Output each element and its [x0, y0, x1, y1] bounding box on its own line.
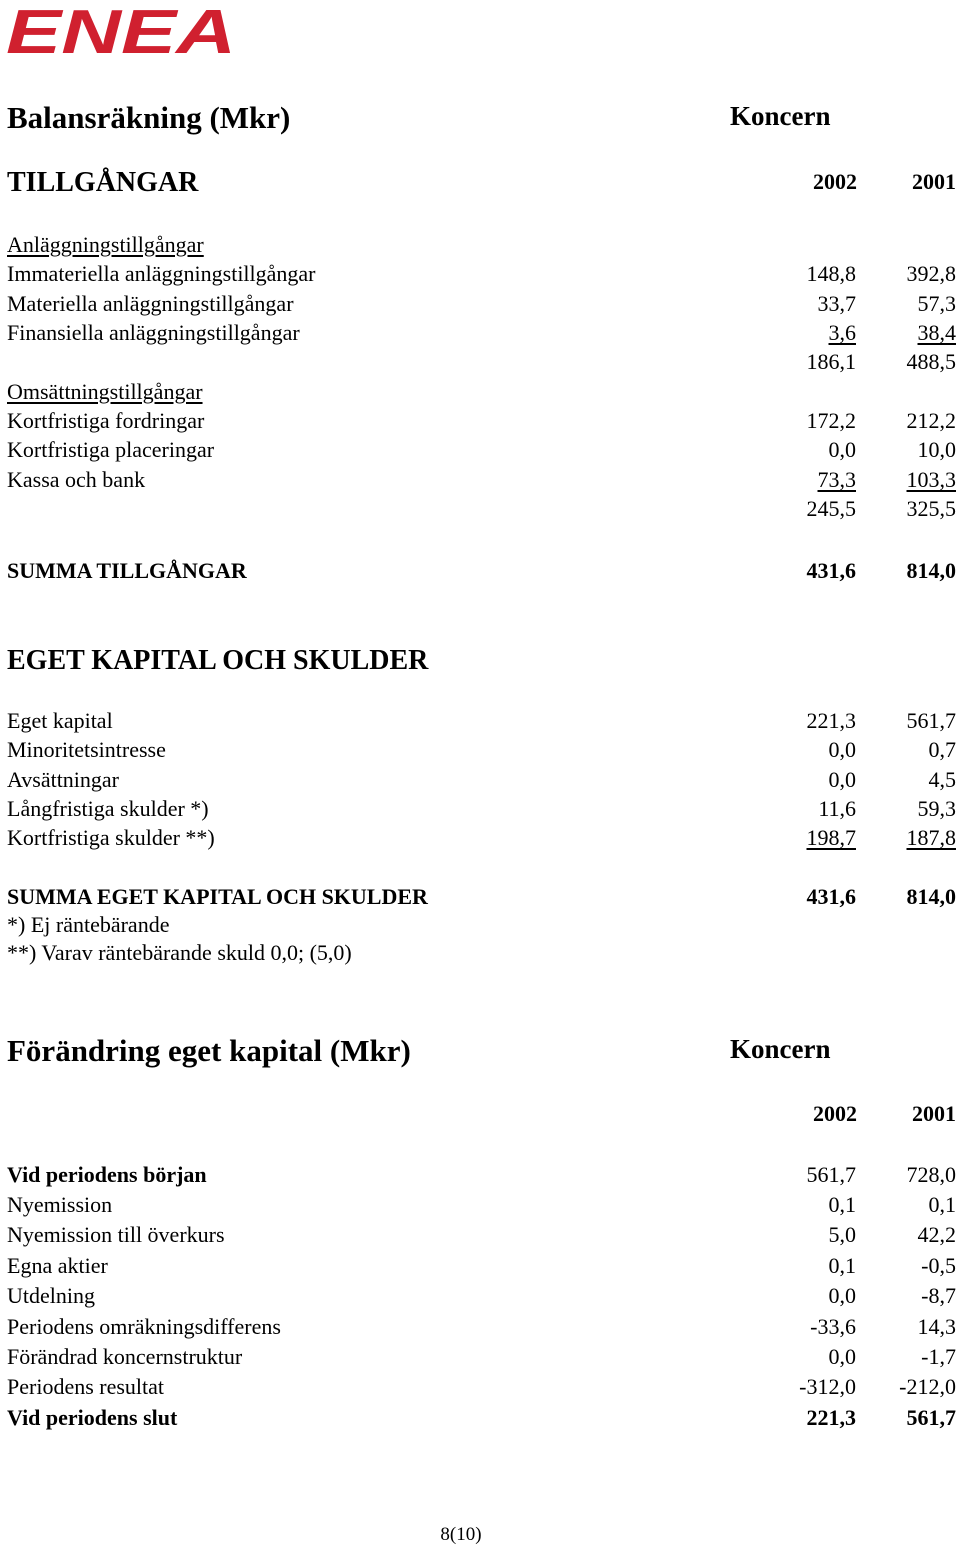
table-row: [0, 435, 960, 464]
value-2001: 14,3: [917, 1314, 956, 1339]
row-label: Minoritetsintresse: [7, 737, 166, 762]
value-2001: 57,3: [917, 291, 956, 316]
page-number: 8(10): [440, 1524, 482, 1545]
row-label: Immateriella anläggningstillgångar: [7, 261, 316, 286]
subtotal-row: [0, 347, 960, 376]
balance-year-2001: 2001: [912, 169, 956, 194]
table-row: [0, 1190, 960, 1219]
row-label: Kassa och bank: [7, 467, 146, 492]
table-row: [0, 406, 960, 435]
value-2002: 0,1: [828, 1192, 856, 1217]
value-2002: 245,5: [806, 496, 856, 521]
value-2002: 0,1: [828, 1253, 856, 1278]
value-2001: -212,0: [899, 1374, 956, 1399]
value-2001: 561,7: [906, 1405, 956, 1430]
balance-title: Balansräkning (Mkr): [7, 100, 291, 135]
table-row: [0, 465, 960, 494]
row-label: Utdelning: [7, 1283, 95, 1308]
value-2002: -312,0: [799, 1374, 856, 1399]
table-row: [0, 259, 960, 288]
row-label: Vid periodens början: [7, 1162, 207, 1187]
value-2002: 431,6: [806, 558, 856, 583]
balance-year-2002: 2002: [813, 169, 857, 194]
equity-year-2001: 2001: [912, 1101, 956, 1126]
footnote-1: *) Ej räntebärande: [7, 912, 170, 937]
value-2002: 33,7: [817, 291, 856, 316]
row-label: Nyemission till överkurs: [7, 1222, 225, 1247]
row-label: Omsättningstillgångar: [7, 379, 203, 404]
value-2001: 728,0: [906, 1162, 956, 1187]
value-2001: 561,7: [906, 708, 956, 733]
table-row: [0, 1342, 960, 1371]
row-label: Kortfristiga skulder **): [7, 825, 215, 850]
row-label: Vid periodens slut: [7, 1405, 178, 1430]
value-2001: 103,3: [906, 467, 956, 492]
value-2002: 0,0: [828, 1283, 856, 1308]
value-2001: -1,7: [921, 1344, 956, 1369]
value-2001: 4,5: [928, 767, 956, 792]
row-label: Periodens omräkningsdifferens: [7, 1314, 281, 1339]
table-row: [0, 1403, 960, 1432]
value-2002: 221,3: [806, 708, 856, 733]
value-2002: 73,3: [817, 467, 856, 492]
value-2001: 187,8: [906, 825, 956, 850]
table-row: [0, 1160, 960, 1189]
value-2002: 5,0: [828, 1222, 856, 1247]
value-2002: 186,1: [806, 349, 856, 374]
row-label: Finansiella anläggningstillgångar: [7, 320, 300, 345]
value-2001: 38,4: [917, 320, 956, 345]
table-row: [0, 1312, 960, 1341]
value-2002: -33,6: [810, 1314, 856, 1339]
row-label: SUMMA EGET KAPITAL OCH SKULDER: [7, 884, 428, 909]
value-2002: 561,7: [806, 1162, 856, 1187]
row-label: Kortfristiga placeringar: [7, 437, 215, 462]
equity-year-2002: 2002: [813, 1101, 857, 1126]
row-label: Eget kapital: [7, 708, 113, 733]
table-row: [0, 1251, 960, 1280]
table-row: [0, 230, 960, 259]
value-2002: 172,2: [806, 408, 856, 433]
subtotal-row: [0, 494, 960, 523]
table-row: [0, 1281, 960, 1310]
table-row: [0, 735, 960, 764]
enea-logo: [6, 6, 238, 58]
table-row: [0, 318, 960, 347]
table-row: [0, 1220, 960, 1249]
table-row: [0, 706, 960, 735]
value-2001: -0,5: [921, 1253, 956, 1278]
value-2001: 0,1: [928, 1192, 956, 1217]
value-2001: 325,5: [906, 496, 956, 521]
table-row: [0, 823, 960, 852]
row-label: Nyemission: [7, 1192, 113, 1217]
value-2001: 0,7: [928, 737, 956, 762]
table-row: [0, 794, 960, 823]
enea-logo-text: ENEA: [6, 6, 236, 58]
value-2002: 0,0: [828, 1344, 856, 1369]
total-equity-row: [0, 882, 960, 911]
table-row: [0, 377, 960, 406]
value-2001: 814,0: [906, 558, 956, 583]
value-2001: 10,0: [917, 437, 956, 462]
value-2002: 198,7: [806, 825, 856, 850]
balance-group-label: Koncern: [730, 101, 831, 131]
value-2001: 59,3: [917, 796, 956, 821]
value-2002: 3,6: [828, 320, 856, 345]
table-row: [0, 1372, 960, 1401]
value-2002: 221,3: [806, 1405, 856, 1430]
value-2001: -8,7: [921, 1283, 956, 1308]
row-label: SUMMA TILLGÅNGAR: [7, 558, 247, 583]
value-2001: 814,0: [906, 884, 956, 909]
value-2001: 212,2: [906, 408, 956, 433]
value-2002: 0,0: [828, 437, 856, 462]
value-2002: 431,6: [806, 884, 856, 909]
value-2002: 0,0: [828, 737, 856, 762]
value-2002: 0,0: [828, 767, 856, 792]
value-2002: 11,6: [818, 796, 856, 821]
row-label: Egna aktier: [7, 1253, 108, 1278]
row-label: Periodens resultat: [7, 1374, 165, 1399]
equity-change-group-label: Koncern: [730, 1034, 831, 1064]
total-assets-row: [0, 556, 960, 585]
equity-change-title: Förändring eget kapital (Mkr): [7, 1033, 411, 1068]
row-label: Kortfristiga fordringar: [7, 408, 205, 433]
row-label: Avsättningar: [7, 767, 120, 792]
table-row: [0, 765, 960, 794]
value-2001: 392,8: [906, 261, 956, 286]
value-2001: 488,5: [906, 349, 956, 374]
value-2002: 148,8: [806, 261, 856, 286]
equity-heading: EGET KAPITAL OCH SKULDER: [7, 645, 429, 676]
row-label: Förändrad koncernstruktur: [7, 1344, 243, 1369]
row-label: Materiella anläggningstillgångar: [7, 291, 294, 316]
value-2001: 42,2: [917, 1222, 956, 1247]
table-row: [0, 289, 960, 318]
footnote-2: **) Varav räntebärande skuld 0,0; (5,0): [7, 940, 352, 965]
assets-heading: TILLGÅNGAR: [7, 167, 199, 198]
row-label: Anläggningstillgångar: [7, 232, 204, 257]
row-label: Långfristiga skulder *): [7, 796, 209, 821]
